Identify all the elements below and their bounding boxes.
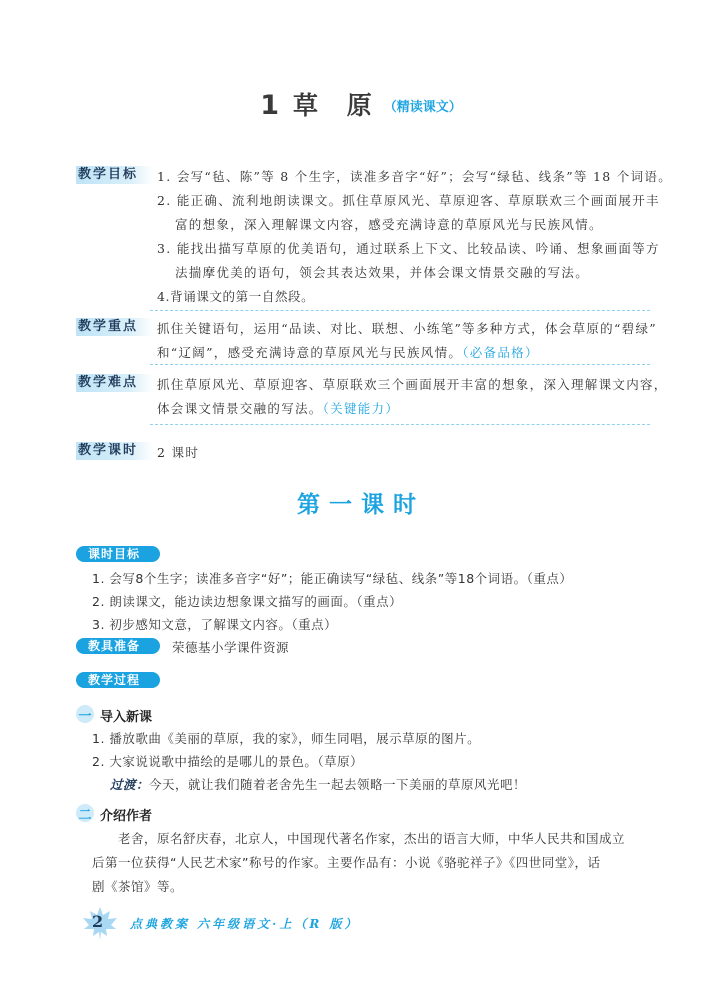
key-points-label: 教学重点	[76, 318, 153, 336]
step-marker-icon: 二	[76, 804, 94, 822]
step-item-2: 2. 大家说说歌中描绘的是哪儿的景色。（草原）	[92, 754, 364, 769]
process-label: 教学过程	[76, 672, 160, 688]
objectives-label: 教学目标	[76, 166, 153, 184]
section-title: 第一课时	[297, 492, 425, 518]
step-heading: 介绍作者	[100, 809, 153, 824]
difficulties-line-1: 抓住草原风光、草原迎客、草原联欢三个画面展开丰富的想象，深入理解课文内容，	[157, 377, 668, 392]
materials-value: 荣德基小学课件资源	[172, 640, 290, 655]
author-paragraph-line-3: 剧《茶馆》等。	[92, 879, 184, 894]
divider	[150, 424, 650, 425]
key-points-line-1: 抓住关键语句，运用“品读、对比、联想、小练笔”等多种方式，体会草原的“碧绿”	[157, 321, 657, 336]
book-title: 点典教案 六年级语文·上（R 版）	[130, 917, 360, 931]
class-hours-label: 教学课时	[76, 442, 153, 460]
objective-item-4: 4.背诵课文的第一自然段。	[157, 289, 315, 304]
author-paragraph-line-2: 后第一位获得“人民艺术家”称号的作家。主要作品有：小说《骆驼祥子》《四世同堂》，话	[92, 855, 601, 870]
lesson-number: 1	[260, 90, 280, 121]
difficulties-label: 教学难点	[76, 374, 153, 392]
key-points-tag: （必备品格）	[462, 345, 539, 360]
period-goal-3: 3. 初步感知文意，了解课文内容。（重点）	[92, 617, 338, 632]
materials-label: 教具准备	[76, 638, 160, 654]
period-goals-label: 课时目标	[76, 546, 160, 562]
step-heading: 导入新课	[100, 710, 153, 725]
page-number: 2	[92, 912, 104, 931]
divider	[150, 364, 650, 365]
period-goal-1: 1. 会写8个生字；读准多音字“好”；能正确读写“绿毡、线条”等18个词语。（重点）	[92, 571, 573, 586]
objective-item-3: 3. 能找出描写草原的优美语句，通过联系上下文、比较品读、吟诵、想象画面等方	[157, 241, 660, 256]
period-goal-2: 2. 朗读课文，能边读边想象课文描写的画面。（重点）	[92, 594, 403, 609]
difficulties-line-2: 体会课文情景交融的写法。（关键能力）	[157, 401, 400, 416]
difficulties-tag: （关键能力）	[322, 401, 400, 416]
class-hours-value: 2 课时	[157, 445, 200, 460]
step-item-1: 1. 播放歌曲《美丽的草原，我的家》，师生同唱，展示草原的图片。	[92, 731, 481, 746]
objective-item-2-cont: 富的想象，深入理解课文内容，感受充满诗意的草原风光与民族风情。	[175, 217, 603, 232]
lesson-title	[0, 86, 722, 122]
objective-item-3-cont: 法揣摩优美的语句，领会其表达效果，并体会课文情景交融的写法。	[175, 265, 590, 280]
transition: 过渡：今天，就让我们随着老舍先生一起去领略一下美丽的草原风光吧！	[110, 777, 527, 792]
key-points-line-2: 和“辽阔”，感受充满诗意的草原风光与民族风情。（必备品格）	[157, 345, 539, 360]
step-marker-icon: 一	[76, 705, 94, 723]
objective-item-2: 2. 能正确、流利地朗读课文。抓住草原风光、草原迎客、草原联欢三个画面展开丰	[157, 193, 660, 208]
transition-label: 过渡：	[110, 777, 150, 792]
objective-item-1: 1. 会写“毡、陈”等 8 个生字，读准多音字“好”；会写“绿毡、线条”等 18 个词语。	[157, 169, 673, 184]
lesson-name: 草 原	[293, 91, 382, 120]
lesson-type-tag: （精读课文）	[383, 100, 462, 115]
author-paragraph-line-1: 老舍，原名舒庆春，北京人，中国现代著名作家，杰出的语言大师，中华人民共和国成立	[118, 831, 626, 846]
divider	[150, 310, 650, 311]
